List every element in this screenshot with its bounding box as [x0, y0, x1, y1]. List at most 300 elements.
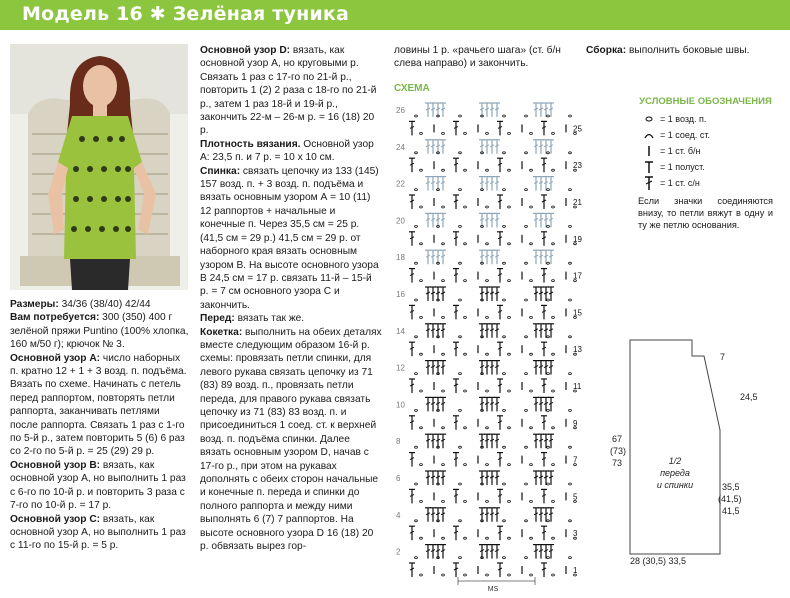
text-column-3 [394, 44, 576, 71]
chart-stitch [533, 213, 539, 227]
chart-chain [552, 316, 555, 318]
row-number: 22 [396, 179, 405, 189]
chart-chain [552, 243, 555, 245]
dim-height: 67 [612, 434, 623, 444]
text-column-4 [586, 44, 766, 57]
row-number: 4 [396, 510, 401, 520]
chart-chain [530, 243, 533, 245]
chart-stitch [538, 508, 544, 522]
chart-stitch [409, 489, 415, 503]
chart-chain [569, 115, 572, 117]
chart-chain [503, 483, 506, 485]
chart-stitch [484, 287, 490, 301]
chart-stitch [430, 103, 436, 117]
chart-chain [420, 132, 423, 134]
chart-chain [415, 409, 418, 411]
garment-schematic [600, 332, 790, 592]
chart-chain [442, 464, 445, 466]
chart-chain [525, 336, 528, 338]
chart-stitch [533, 287, 539, 301]
chart-stitch [453, 489, 459, 503]
chart-chain [442, 206, 445, 208]
chart-stitch [538, 471, 544, 485]
chart-stitch [497, 453, 503, 467]
page-header [0, 0, 790, 30]
chart-chain [530, 427, 533, 429]
chart-chain [547, 446, 550, 448]
chart-stitch [425, 361, 431, 375]
center-label-1: 1/2 [668, 456, 682, 466]
chart-stitch [430, 434, 436, 448]
chart-stitch [497, 416, 503, 430]
chart-chain [525, 115, 528, 117]
chart-stitch [425, 397, 431, 411]
chart-chain [442, 390, 445, 392]
chart-stitch [538, 397, 544, 411]
chart-stitch [489, 287, 495, 301]
chart-chain [415, 262, 418, 264]
chart-chain [547, 189, 550, 191]
chart-stitch [489, 140, 495, 154]
chart-chain [552, 500, 555, 502]
chart-stitch [484, 434, 490, 448]
chart-chain [503, 557, 506, 559]
paragraph-pattern-b: Основной узор В: вязать, как основной узор А, но выполнить 1 раз с 6-го по 10-й р. и повторить 3 раза с 7-го по 10-й р. = 17 р. [10, 459, 186, 512]
chart-chain [442, 427, 445, 429]
chart-chain [420, 427, 423, 429]
dim-body-1: 35,5 [722, 482, 740, 492]
chart-chain [420, 537, 423, 539]
chart-stitch [497, 342, 503, 356]
chart-chain [415, 557, 418, 559]
chart-chain [574, 574, 577, 576]
chart-stitch [489, 103, 495, 117]
row-number: 26 [396, 106, 405, 115]
chart-stitch [497, 232, 503, 246]
chart-chain [569, 189, 572, 191]
chart-chain [574, 206, 577, 208]
chart-stitch [484, 397, 490, 411]
chart-chain [486, 280, 489, 282]
chart-chain [552, 464, 555, 466]
chart-stitch [409, 563, 415, 577]
chart-chain [420, 353, 423, 355]
chart-chain [508, 574, 511, 576]
chart-chain [459, 409, 462, 411]
chart-stitch [453, 232, 459, 246]
chart-stitch [440, 434, 446, 448]
chart-chain [569, 446, 572, 448]
chart-stitch [425, 177, 431, 191]
chart-chain [552, 169, 555, 171]
text-column-1 [10, 298, 190, 553]
dim-armhole: 24,5 [740, 392, 758, 402]
chart-chain [547, 262, 550, 264]
chart-stitch [541, 158, 547, 172]
chart-stitch [533, 361, 539, 375]
chart-stitch [497, 526, 503, 540]
paragraph-yoke: Кокетка: выполнить на обеих деталях вместе следующим образом 16-й р. схемы: провязать петли спинки, для левого рукава связать цепочку из 71 (83) 89 возд. п., провязать петли переда, для правого рукава связать цепочку из 71 (83) 83 возд. п. и присоединиться 1 соед. ст. к верхней возд. п. подъёма спинки. Далее вязать основным узором D, начав с 17-го р., при этом на рукавах дополнять с обеих сторон начальные и конечные п. переда и спинки до полного раппорта и между ними выполнять 6 (7) 7 раппортов. На высоте основного узора D 16 (18) 20 р. обвязать вырез гор- [200, 326, 382, 553]
ms-label: MS [487, 586, 499, 593]
chart-stitch [494, 140, 500, 154]
chart-stitch [497, 305, 503, 319]
chart-stitch [497, 158, 503, 172]
chart-chain [415, 336, 418, 338]
chart-stitch [425, 287, 431, 301]
chart-chain [459, 299, 462, 301]
chart-chain [459, 483, 462, 485]
chart-chain [464, 353, 467, 355]
chart-stitch [453, 526, 459, 540]
chart-stitch [409, 158, 415, 172]
chart-chain [525, 446, 528, 448]
chart-chain [503, 446, 506, 448]
slip-stitch-icon [638, 131, 660, 139]
chart-chain [508, 169, 511, 171]
chart-stitch [538, 103, 544, 117]
chart-stitch [425, 471, 431, 485]
center-label-2: переда [660, 468, 690, 478]
chart-chain [530, 132, 533, 134]
row-number: 19 [573, 234, 582, 244]
chart-stitch [409, 121, 415, 135]
chart-chain [552, 390, 555, 392]
chart-chain [464, 574, 467, 576]
chart-chain [525, 373, 528, 375]
model-photo [10, 44, 188, 290]
chart-chain [420, 500, 423, 502]
legend [638, 96, 773, 231]
chart-stitch [494, 287, 500, 301]
chart-chain [525, 299, 528, 301]
chart-stitch [440, 287, 446, 301]
chart-chain [486, 427, 489, 429]
chart-chain [547, 557, 550, 559]
dim-height-3: 73 [612, 458, 623, 468]
chart-stitch [533, 324, 539, 338]
chart-chain [569, 373, 572, 375]
chart-chain [530, 574, 533, 576]
paragraph-gauge: Плотность вязания. Основной узор А: 23,5 п. и 7 р. = 10 х 10 см. [200, 138, 374, 164]
chart-stitch [541, 269, 547, 283]
chart-chain [420, 464, 423, 466]
row-number: 7 [573, 455, 578, 465]
chart-chain [552, 427, 555, 429]
chart-chain [508, 206, 511, 208]
chart-chain [508, 464, 511, 466]
chart-chain [569, 520, 572, 522]
chart-chain [525, 557, 528, 559]
chart-chain [547, 520, 550, 522]
chart-chain [552, 206, 555, 208]
chart-chain [459, 152, 462, 154]
chart-chain [547, 373, 550, 375]
chart-stitch [440, 397, 446, 411]
chart-chain [459, 520, 462, 522]
chart-stitch [453, 305, 459, 319]
legend-heading: УСЛОВНЫЕ ОБОЗНАЧЕНИЯ [639, 96, 772, 107]
chart-stitch [494, 250, 500, 264]
chart-stitch [430, 471, 436, 485]
chart-stitch [409, 305, 415, 319]
chart-chain [486, 243, 489, 245]
chart-stitch [440, 177, 446, 191]
chart-stitch [440, 213, 446, 227]
chart-chain [459, 115, 462, 117]
chart-chain [415, 520, 418, 522]
single-crochet-icon [638, 145, 660, 157]
chart-stitch [489, 250, 495, 264]
chart-chain [464, 280, 467, 282]
chart-stitch [453, 563, 459, 577]
paragraph-back: Спинка: связать цепочку из 133 (145) 157 возд. п. + 3 возд. п. подъёма и вязать основным узором А = 10 (11) 12 раппортов + начальные и конечные п. Через 35,5 см = 25 р. (41,5 см = 29 р.) 41,5 см = 29 р. от наборного края вязать основным узором В. На высоте основного узора В 24,5 см = 17 р. связать 11-й – 15-й р. = 7 см основного узора С и закончить. [200, 165, 379, 311]
chart-stitch [484, 213, 490, 227]
chart-stitch [533, 250, 539, 264]
paragraph-sizes: Размеры: 34/36 (38/40) 42/44 [10, 299, 151, 310]
chart-chain [442, 353, 445, 355]
chart-stitch [489, 434, 495, 448]
chart-chain [442, 316, 445, 318]
chart-chain [547, 152, 550, 154]
chart-stitch [484, 324, 490, 338]
chart-chain [569, 152, 572, 154]
chart-stitch [538, 361, 544, 375]
chart-stitch [425, 250, 431, 264]
chart-chain [569, 225, 572, 227]
chart-chain [442, 243, 445, 245]
chart-chain [525, 262, 528, 264]
chart-chain [420, 574, 423, 576]
chart-stitch [440, 471, 446, 485]
chart-chain [442, 500, 445, 502]
chart-chain [530, 537, 533, 539]
chart-chain [525, 409, 528, 411]
chart-stitch [409, 416, 415, 430]
chart-stitch [440, 103, 446, 117]
chart-chain [459, 262, 462, 264]
chart-chain [420, 390, 423, 392]
row-number: 20 [396, 216, 405, 226]
chart-chain [486, 464, 489, 466]
chart-stitch [541, 195, 547, 209]
chart-stitch [453, 379, 459, 393]
chart-chain [420, 243, 423, 245]
chart-stitch [533, 545, 539, 559]
chart-chain [530, 206, 533, 208]
chart-stitch [494, 361, 500, 375]
chart-chain [464, 464, 467, 466]
chart-chain [552, 280, 555, 282]
chart-chain [464, 132, 467, 134]
legend-item-dc: = 1 ст. с/н [638, 175, 773, 191]
chart-chain [415, 483, 418, 485]
chart-chain [442, 132, 445, 134]
chart-stitch [484, 140, 490, 154]
chart-chain [525, 483, 528, 485]
half-double-crochet-icon [638, 160, 660, 174]
schema-label: СХЕМА [394, 83, 430, 94]
chart-chain [464, 243, 467, 245]
chart-stitch [497, 489, 503, 503]
chart-stitch [484, 103, 490, 117]
crochet-chart [390, 98, 615, 593]
chart-chain [508, 316, 511, 318]
chart-stitch [494, 545, 500, 559]
chart-stitch [489, 508, 495, 522]
chart-chain [459, 373, 462, 375]
legend-item-slip: = 1 соед. ст. [638, 127, 773, 143]
chart-chain [442, 537, 445, 539]
paragraph-pattern-c: Основной узор С: вязать, как основной узор А, но выполнить 1 раз с 11-го по 15-й р. = 5 р. [10, 513, 186, 552]
chart-stitch [425, 140, 431, 154]
chart-chain [569, 409, 572, 411]
chart-chain [442, 574, 445, 576]
chart-chain [547, 115, 550, 117]
chart-stitch [494, 213, 500, 227]
chart-chain [459, 446, 462, 448]
chart-chain [569, 336, 572, 338]
chart-chain [415, 115, 418, 117]
row-number: 12 [396, 363, 405, 373]
chart-chain [503, 115, 506, 117]
chart-chain [547, 483, 550, 485]
chart-stitch [425, 508, 431, 522]
chart-stitch [484, 508, 490, 522]
chart-stitch [538, 287, 544, 301]
chart-chain [459, 189, 462, 191]
chart-stitch [430, 545, 436, 559]
chart-stitch [497, 121, 503, 135]
chart-stitch [453, 453, 459, 467]
chart-stitch [425, 324, 431, 338]
chart-chain [503, 520, 506, 522]
chart-chain [464, 537, 467, 539]
chart-stitch [453, 158, 459, 172]
chart-chain [530, 280, 533, 282]
row-number: 9 [573, 418, 578, 428]
chart-stitch [497, 379, 503, 393]
chart-stitch [453, 269, 459, 283]
chart-chain [569, 262, 572, 264]
chart-stitch [533, 177, 539, 191]
chart-stitch [430, 250, 436, 264]
legend-item-sc: = 1 ст. б/н [638, 143, 773, 159]
chart-chain [552, 574, 555, 576]
chart-stitch [533, 471, 539, 485]
chart-stitch [541, 489, 547, 503]
chart-stitch [489, 177, 495, 191]
chart-stitch [533, 508, 539, 522]
row-number: 18 [396, 253, 405, 263]
chart-stitch [494, 324, 500, 338]
dim-body-3: 41,5 [722, 506, 740, 516]
row-number: 5 [573, 492, 578, 502]
chart-chain [530, 169, 533, 171]
double-crochet-icon [638, 175, 660, 191]
chart-chain [486, 500, 489, 502]
chart-stitch [409, 526, 415, 540]
chart-stitch [541, 379, 547, 393]
chart-chain [503, 189, 506, 191]
chart-stitch [541, 305, 547, 319]
chart-chain [530, 353, 533, 355]
chart-stitch [409, 269, 415, 283]
chart-chain [486, 353, 489, 355]
chart-chain [552, 537, 555, 539]
chart-chain [530, 316, 533, 318]
chart-stitch [440, 250, 446, 264]
chart-chain [574, 390, 577, 392]
chart-chain [503, 152, 506, 154]
chart-stitch [425, 213, 431, 227]
chart-chain [464, 500, 467, 502]
chart-stitch [538, 434, 544, 448]
chart-stitch [538, 545, 544, 559]
chart-chain [530, 500, 533, 502]
chart-stitch [541, 453, 547, 467]
chart-stitch [409, 232, 415, 246]
chart-chain [508, 390, 511, 392]
chart-stitch [489, 397, 495, 411]
chart-chain [415, 299, 418, 301]
chart-chain [508, 537, 511, 539]
dim-width: 28 (30,5) 33,5 [630, 556, 687, 566]
chart-chain [464, 390, 467, 392]
chart-chain [464, 206, 467, 208]
row-number: 14 [396, 326, 405, 336]
chain-stitch-icon [638, 115, 660, 123]
chart-stitch [440, 361, 446, 375]
paragraph-pattern-d: Основной узор D: вязать, как основной узор А, но круговыми р. Связать 1 раз с 17-го по 21-й р., повторить 1 (2) 2 раза с 18-го по 21-й р., затем 1 раз 18-й и 19-й р., закончить 22-м – 26-м р. = 16 (18) 20 р. [200, 45, 377, 137]
chart-chain [508, 427, 511, 429]
paragraph-pattern-a: Основной узор А: число наборных п. кратно 12 + 1 + 3 возд. п. подъёма. Вязать по схеме. Начинать с петель перед раппортом, повторять петли раппорта, заканчивать петлями после раппорта. Связать 1 раз с 1-го по 5-й р., затем повторить 5 (6) 6 раз со 2-го по 5-й р. = 25 (29) 29 р. [10, 352, 187, 458]
paragraph-materials: Вам потребуется: 300 (350) 400 г зелёной пряжи Puntino (100% хлопка, 160 м/50 г); крючок № 3. [10, 312, 189, 351]
chart-stitch [453, 416, 459, 430]
chart-stitch [541, 121, 547, 135]
chart-chain [547, 336, 550, 338]
chart-stitch [494, 434, 500, 448]
chart-stitch [409, 379, 415, 393]
chart-chain [420, 169, 423, 171]
chart-chain [486, 574, 489, 576]
chart-chain [486, 390, 489, 392]
chart-stitch [425, 434, 431, 448]
chart-chain [530, 464, 533, 466]
chart-chain [459, 557, 462, 559]
chart-chain [503, 409, 506, 411]
chart-stitch [484, 250, 490, 264]
row-number: 16 [396, 290, 405, 299]
chart-stitch [484, 471, 490, 485]
chart-chain [503, 225, 506, 227]
chart-chain [569, 299, 572, 301]
chart-chain [552, 353, 555, 355]
chart-stitch [484, 545, 490, 559]
chart-stitch [440, 324, 446, 338]
chart-stitch [425, 103, 431, 117]
chart-stitch [484, 361, 490, 375]
chart-stitch [533, 397, 539, 411]
chart-chain [508, 132, 511, 134]
chart-stitch [430, 324, 436, 338]
row-number: 8 [396, 437, 401, 447]
row-number: 25 [573, 124, 582, 134]
chart-stitch [409, 342, 415, 356]
chart-stitch [533, 103, 539, 117]
chart-chain [508, 353, 511, 355]
chart-chain [508, 500, 511, 502]
chart-stitch [440, 545, 446, 559]
